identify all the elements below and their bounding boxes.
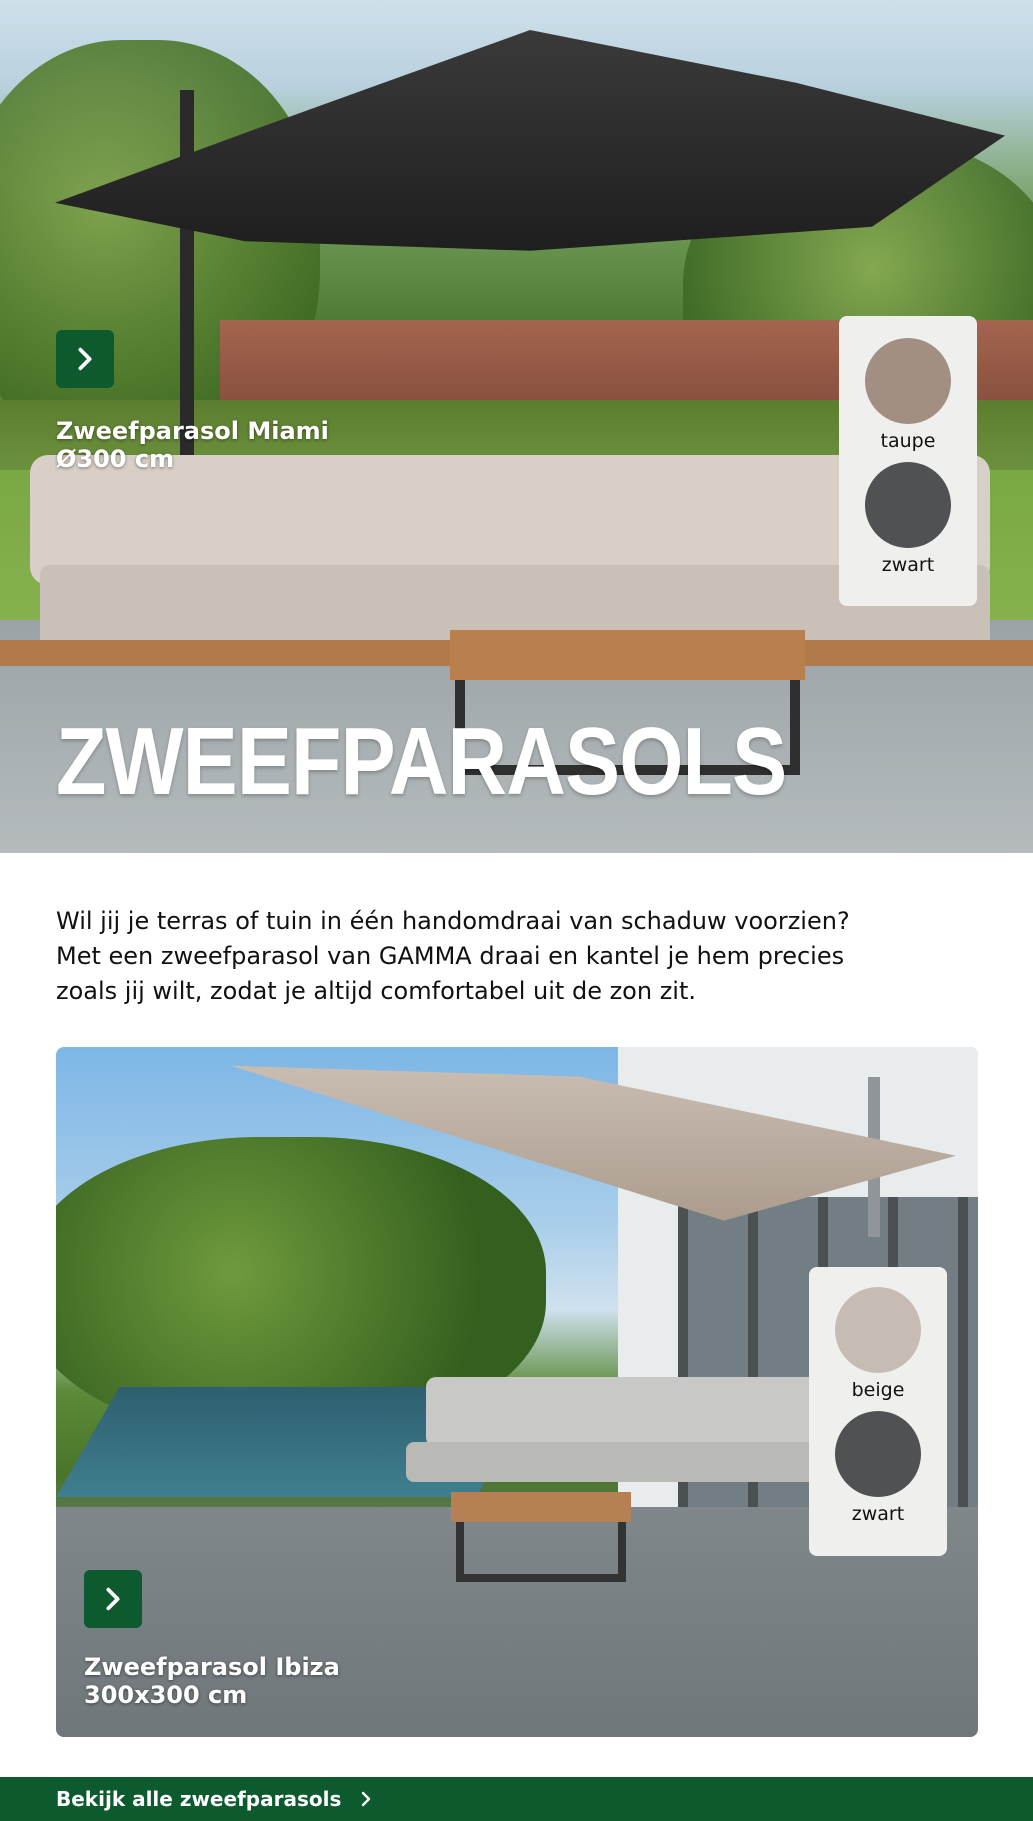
color-swatch-label: beige	[851, 1379, 905, 1401]
lounge-table-top	[451, 1492, 631, 1522]
color-swatch-label: zwart	[881, 554, 935, 576]
feature-product-image	[56, 1047, 978, 1737]
chevron-right-icon	[357, 1790, 375, 1808]
lounge-table-top	[450, 630, 805, 680]
color-swatch-beige[interactable]	[835, 1287, 921, 1373]
color-swatch-taupe[interactable]	[865, 338, 951, 424]
hero-product-label[interactable]	[56, 417, 329, 473]
color-swatch-label: taupe	[880, 430, 936, 452]
color-swatch-zwart[interactable]	[835, 1411, 921, 1497]
intro-text	[56, 904, 986, 1009]
feature-product-name: Zweefparasol Ibiza	[84, 1653, 340, 1681]
feature-product-size: 300x300 cm	[84, 1681, 248, 1709]
cta-label: Bekijk alle zweefparasols	[56, 1787, 342, 1811]
chevron-right-icon	[71, 345, 99, 373]
hero-banner	[0, 0, 1033, 853]
page-title: ZWEEFPARASOLS	[56, 708, 787, 815]
feature-product-arrow-button[interactable]	[84, 1570, 142, 1628]
hero-color-options	[839, 316, 977, 606]
hero-product-name: Zweefparasol Miami	[56, 417, 329, 445]
color-swatch-label: zwart	[851, 1503, 905, 1525]
intro-line: zoals jij wilt, zodat je altijd comfortabel uit de zon zit.	[56, 977, 697, 1005]
color-swatch-zwart[interactable]	[865, 462, 951, 548]
lounge-table-frame	[456, 1522, 626, 1582]
chevron-right-icon	[99, 1585, 127, 1613]
feature-color-options	[809, 1267, 947, 1556]
feature-product-label[interactable]	[84, 1653, 340, 1709]
hero-product-size: Ø300 cm	[56, 445, 175, 473]
intro-line: Wil jij je terras of tuin in één handomdraai van schaduw voorzien?	[56, 907, 850, 935]
hero-product-arrow-button[interactable]	[56, 330, 114, 388]
intro-line: Met een zweefparasol van GAMMA draai en kantel je hem precies	[56, 942, 845, 970]
view-all-parasols-link[interactable]	[0, 1777, 1033, 1821]
